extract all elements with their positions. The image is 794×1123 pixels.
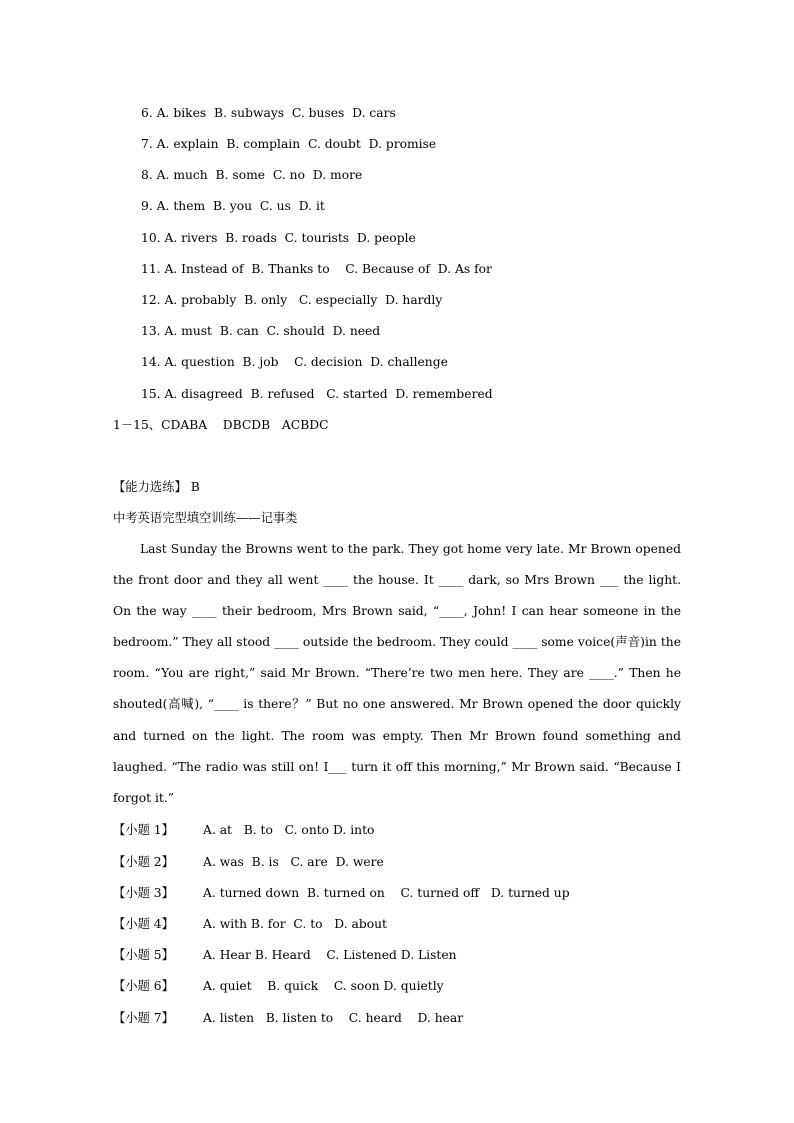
passage-text: Last Sunday the Browns went to the park. They got home very late. Mr Brown opened the front door and they all went ____ the house. It ____ dark, so Mrs Brown ___ the light. On the way ____ their bedroom, Mrs Brown said, “____, John! I can hear someone in the bedroom.” They all stood ____ outside the bedroom. They could ____ some voice(声音)in the room. “You are right,” said Mr Brown. “There’re two men here. They are ____.” Then he shouted(高喊), “____ is there？” But no one answered. Mr Brown opened the door quickly and turned on the light. The room was empty. Then Mr Brown found something and laughed. “The radio was still on! I___ turn it off this morning,” Mr Brown said. “Because I forgot it.” — [113, 542, 681, 805]
option-line-14: 14. A. question B. job C. decision D. challenge — [141, 355, 448, 369]
subquestion-label: 【小题 1】 — [113, 823, 174, 837]
subquestion-1 — [113, 822, 375, 838]
passage — [113, 534, 681, 814]
subquestion-options: A. Hear B. Heard C. Listened D. Listen — [203, 948, 457, 962]
option-line-8: 8. A. much B. some C. no D. more — [141, 168, 363, 182]
subquestion-options: A. turned down B. turned on C. turned off D. turned up — [203, 886, 570, 900]
option-line-7: 7. A. explain B. complain C. doubt D. promise — [141, 137, 437, 151]
subquestion-options: A. listen B. listen to C. heard D. hear — [203, 1011, 464, 1025]
subquestion-label: 【小题 6】 — [113, 979, 174, 993]
subquestion-2 — [113, 854, 384, 870]
section-title: 中考英语完型填空训练——记事类 — [113, 511, 298, 525]
subquestion-label: 【小题 3】 — [113, 886, 174, 900]
option-line-9: 9. A. them B. you C. us D. it — [141, 199, 325, 213]
subquestion-options: A. quiet B. quick C. soon D. quietly — [203, 979, 444, 993]
subquestion-5 — [113, 947, 457, 963]
subquestion-label: 【小题 4】 — [113, 917, 174, 931]
option-line-6: 6. A. bikes B. subways C. buses D. cars — [141, 106, 396, 120]
option-line-12: 12. A. probably B. only C. especially D. hardly — [141, 293, 443, 307]
option-line-15: 15. A. disagreed B. refused C. started D. remembered — [141, 387, 493, 401]
subquestion-options: A. was B. is C. are D. were — [203, 855, 384, 869]
subquestion-3 — [113, 885, 570, 901]
answer-key: 1－15、CDABA DBCDB ACBDC — [113, 418, 329, 432]
subquestion-options: A. at B. to C. onto D. into — [203, 823, 375, 837]
subquestion-7 — [113, 1010, 464, 1026]
subquestion-options: A. with B. for C. to D. about — [203, 917, 387, 931]
subquestion-label: 【小题 2】 — [113, 855, 174, 869]
subquestion-4 — [113, 916, 387, 932]
option-line-10: 10. A. rivers B. roads C. tourists D. people — [141, 231, 416, 245]
subquestion-label: 【小题 5】 — [113, 948, 174, 962]
section-label: 【能力选练】 B — [113, 480, 200, 494]
subquestion-6 — [113, 978, 444, 994]
subquestion-label: 【小题 7】 — [113, 1011, 174, 1025]
option-line-11: 11. A. Instead of B. Thanks to C. Because of D. As for — [141, 262, 492, 276]
option-line-13: 13. A. must B. can C. should D. need — [141, 324, 381, 338]
